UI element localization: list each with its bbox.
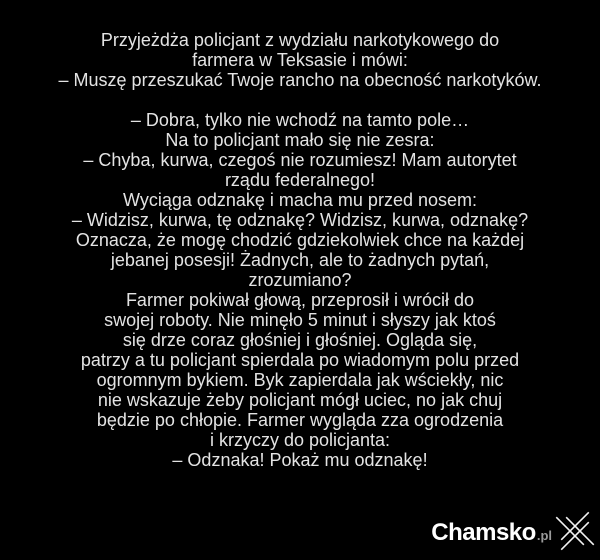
joke-line: Wyciąga odznakę i macha mu przed nosem: xyxy=(122,190,477,210)
joke-line: – Muszę przeszukać Twoje rancho na obecność narkotyków. xyxy=(58,70,542,90)
joke-line: farmera w Teksasie i mówi: xyxy=(192,50,408,70)
brand-watermark xyxy=(431,519,552,547)
joke-line: nie wskazuje żeby policjant mógł uciec, no jak chuj xyxy=(97,390,503,410)
joke-line: – Dobra, tylko nie wchodź na tamto pole… xyxy=(130,110,470,130)
joke-line: jebanej posesji! Żadnych, ale to żadnych pytań, xyxy=(110,250,490,270)
joke-line: się drze coraz głośniej i głośniej. Ogląda się, xyxy=(122,330,478,350)
joke-line: patrzy a tu policjant spierdala po wiadomym polu przed xyxy=(80,350,520,370)
brand-tld: .pl xyxy=(536,528,552,543)
joke-line: swojej roboty. Nie minęło 5 minut i słyszy jak ktoś xyxy=(104,310,496,330)
joke-line: będzie po chłopie. Farmer wygląda zza ogrodzenia xyxy=(96,410,504,430)
joke-line: – Widzisz, kurwa, tę odznakę? Widzisz, kurwa, odznakę? xyxy=(71,210,529,230)
chamsko-logo-icon xyxy=(551,504,599,558)
brand-name: Chamsko xyxy=(431,519,536,546)
joke-text xyxy=(10,30,590,470)
joke-line: Farmer pokiwał głową, przeprosił i wrócił do xyxy=(125,290,475,310)
joke-line: Na to policjant mało się nie zesra: xyxy=(165,130,435,150)
joke-line: ogromnym bykiem. Byk zapierdala jak wściekły, nic xyxy=(96,370,504,390)
joke-line: – Odznaka! Pokaż mu odznakę! xyxy=(172,450,428,470)
joke-line: rządu federalnego! xyxy=(224,170,376,190)
joke-line: i krzyczy do policjanta: xyxy=(209,430,391,450)
joke-line: Oznacza, że mogę chodzić gdziekolwiek chce na każdej xyxy=(75,230,525,250)
joke-line: zrozumiano? xyxy=(248,270,352,290)
joke-line: – Chyba, kurwa, czegoś nie rozumiesz! Mam autorytet xyxy=(83,150,517,170)
joke-line-blank xyxy=(10,90,590,110)
joke-line: Przyjeżdża policjant z wydziału narkotykowego do xyxy=(100,30,500,50)
